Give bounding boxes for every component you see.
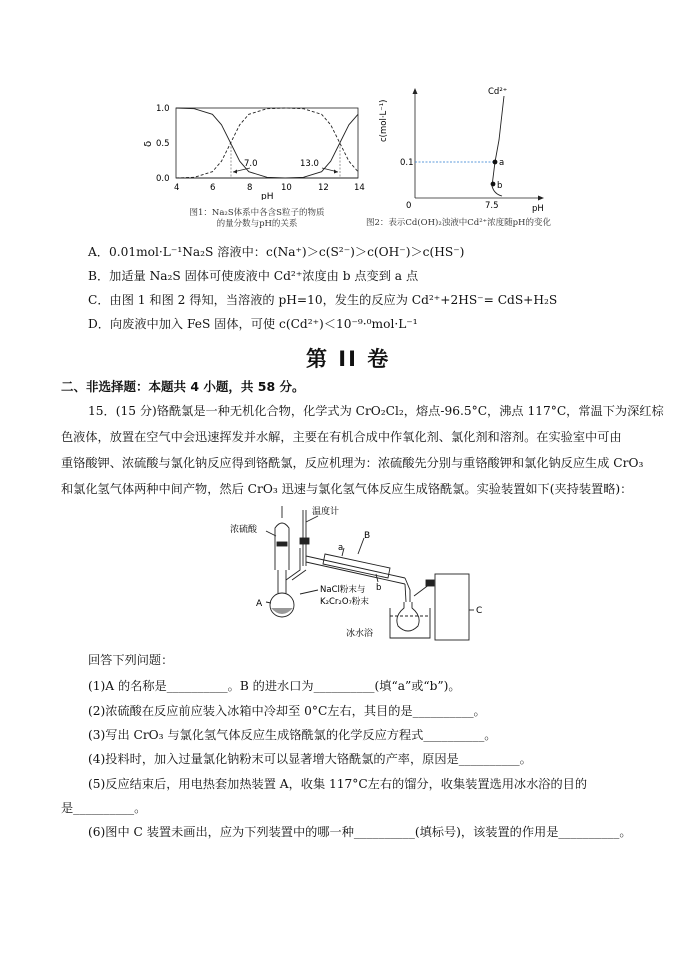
fig1-ytick: 0.0 [156, 174, 170, 184]
volume-title: 第 II 卷 [306, 347, 391, 371]
label-a: A [256, 599, 263, 609]
q15-paragraph [61, 398, 664, 502]
fig2-curve-label: Cd²⁺ [488, 87, 508, 97]
fig1-annot-right: 13.0 [300, 159, 319, 169]
sub-question-4: (4)投料时，加入过量氯化钠粉末可以显著增大铬酰氯的产率，原因是__________。 [88, 752, 532, 766]
figure-2-chart [370, 80, 560, 216]
fig1-caption [172, 208, 342, 230]
fig2-label-a: a [499, 158, 505, 168]
fig1-series-line [176, 108, 358, 178]
fig2-y-arrow [413, 88, 418, 94]
fig2-origin: 0 [406, 201, 412, 211]
fig1-xtick: 4 [174, 183, 180, 193]
fig1-ytick: 0.5 [156, 139, 170, 149]
sub-question-5-cont: 是__________。 [61, 801, 147, 815]
label-ice-bath: 冰水浴 [346, 629, 374, 639]
fig1-caption-line1: 图1：Na₂S体系中各含S粒子的物质 [189, 208, 325, 218]
apparatus-diagram [230, 498, 500, 646]
label-c: C [476, 606, 483, 616]
sub-question-3: (3)写出 CrO₃ 与氯化氢气体反应生成铬酰氯的化学反应方程式__________。 [88, 728, 497, 742]
sub-question-2: (2)浓硫酸在反应前应装入冰箱中冷却至 0°C左右，其目的是__________。 [88, 704, 486, 718]
answer-prompt: 回答下列问题： [88, 653, 174, 667]
q15-line4: 和氯化氢气体两种中间产物，然后 CrO₃ 迅速与氯化氢气体反应生成铬酰氯。实验装置如下(夹持装置略)： [61, 482, 633, 496]
q15-line3: 重铬酸钾、浓硫酸与氯化钠反应得到铬酰氯，反应机理为：浓硫酸先分别与重铬酸钾和氯化钠反应生成 CrO₃ [61, 456, 644, 470]
fig2-point-b [491, 182, 496, 187]
fig1-series-line [176, 108, 358, 178]
sub-question-5: (5)反应结束后，用电热套加热装置 A，收集 117°C左右的馏分，收集装置选用冰水浴的目的 [88, 777, 588, 791]
option-a: A．0.01mol·L⁻¹Na₂S 溶液中：c(Na⁺)＞c(S²⁻)＞c(OH⁻)＞c(HS⁻) [88, 245, 465, 259]
fig1-xtick: 14 [354, 183, 365, 193]
fig2-x-arrow [538, 196, 544, 201]
fig1-plot-frame [176, 108, 358, 178]
label-inlet-b: b [376, 583, 382, 593]
q15-line2: 色液体，放置在空气中会迅速挥发并水解，主要在有机合成中作氧化剂、氯化剂和溶剂。在实验室中可由 [61, 430, 622, 444]
fig1-caption-line2: 的量分数与pH的关系 [216, 219, 298, 229]
fig1-series-line [176, 114, 358, 178]
option-d: D．向废液中加入 FeS 固体，可使 c(Cd²⁺)＜10⁻⁹·⁰mol·L⁻¹ [88, 317, 418, 331]
section-heading: 二、非选择题：本题共 4 小题，共 58 分。 [61, 379, 305, 394]
fig2-ytick: 0.1 [400, 158, 414, 168]
label-acid: 浓硫酸 [230, 525, 258, 535]
option-c: C．由图 1 和图 2 得知，当溶液的 pH=10，发生的反应为 Cd²⁺+2HS⁻= CdS+H₂S [88, 293, 558, 307]
fig2-caption: 图2：表示Cd(OH)₂浊液中Cd²⁺浓度随pH的变化 [366, 218, 551, 228]
label-inlet-a: a [338, 543, 344, 553]
dropping-funnel [275, 523, 289, 570]
label-thermometer: 温度计 [312, 507, 340, 517]
fig2-xlabel: pH [532, 204, 544, 214]
sub-question-6: (6)图中 C 装置未画出，应为下列装置中的哪一种__________(填标号)，该装置的作用是__________。 [88, 825, 632, 839]
apparatus-c-box [435, 574, 469, 640]
fig1-xlabel: pH [261, 192, 274, 200]
condenser-b [306, 556, 405, 578]
label-b: B [364, 531, 371, 541]
flask-a-liquid [271, 608, 293, 614]
fig2-label-b: b [497, 181, 503, 191]
label-reagent-2: K₂Cr₂O₇粉末 [320, 597, 369, 607]
fig1-ytick: 1.0 [156, 104, 170, 114]
fig1-xtick: 8 [247, 183, 253, 193]
sub-question-1: (1)A 的名称是__________。B 的进水口为__________(填“a”或“b”)。 [88, 679, 461, 693]
figure-1-chart [140, 98, 380, 200]
fig2-ylabel: c(mol·L⁻¹) [379, 99, 389, 142]
option-b: B．加适量 Na₂S 固体可使废液中 Cd²⁺浓度由 b 点变到 a 点 [88, 269, 419, 283]
fig1-annot-left: 7.0 [244, 159, 258, 169]
fig1-xtick: 6 [210, 183, 216, 193]
q15-line1: 15．(15 分)铬酰氯是一种无机化合物，化学式为 CrO₂Cl₂，熔点-96.5°C，沸点 117°C，常温下为深红棕 [88, 404, 664, 418]
receiver-flask [397, 602, 419, 631]
fig1-ylabel: δ [143, 140, 154, 147]
fig1-xtick: 10 [281, 183, 292, 193]
ice-bath [390, 608, 430, 638]
fig2-point-a [493, 160, 498, 165]
fig1-xtick: 12 [318, 183, 329, 193]
fig2-xtick: 7.5 [485, 201, 499, 211]
label-reagent-1: NaCl粉末与 [320, 585, 366, 595]
